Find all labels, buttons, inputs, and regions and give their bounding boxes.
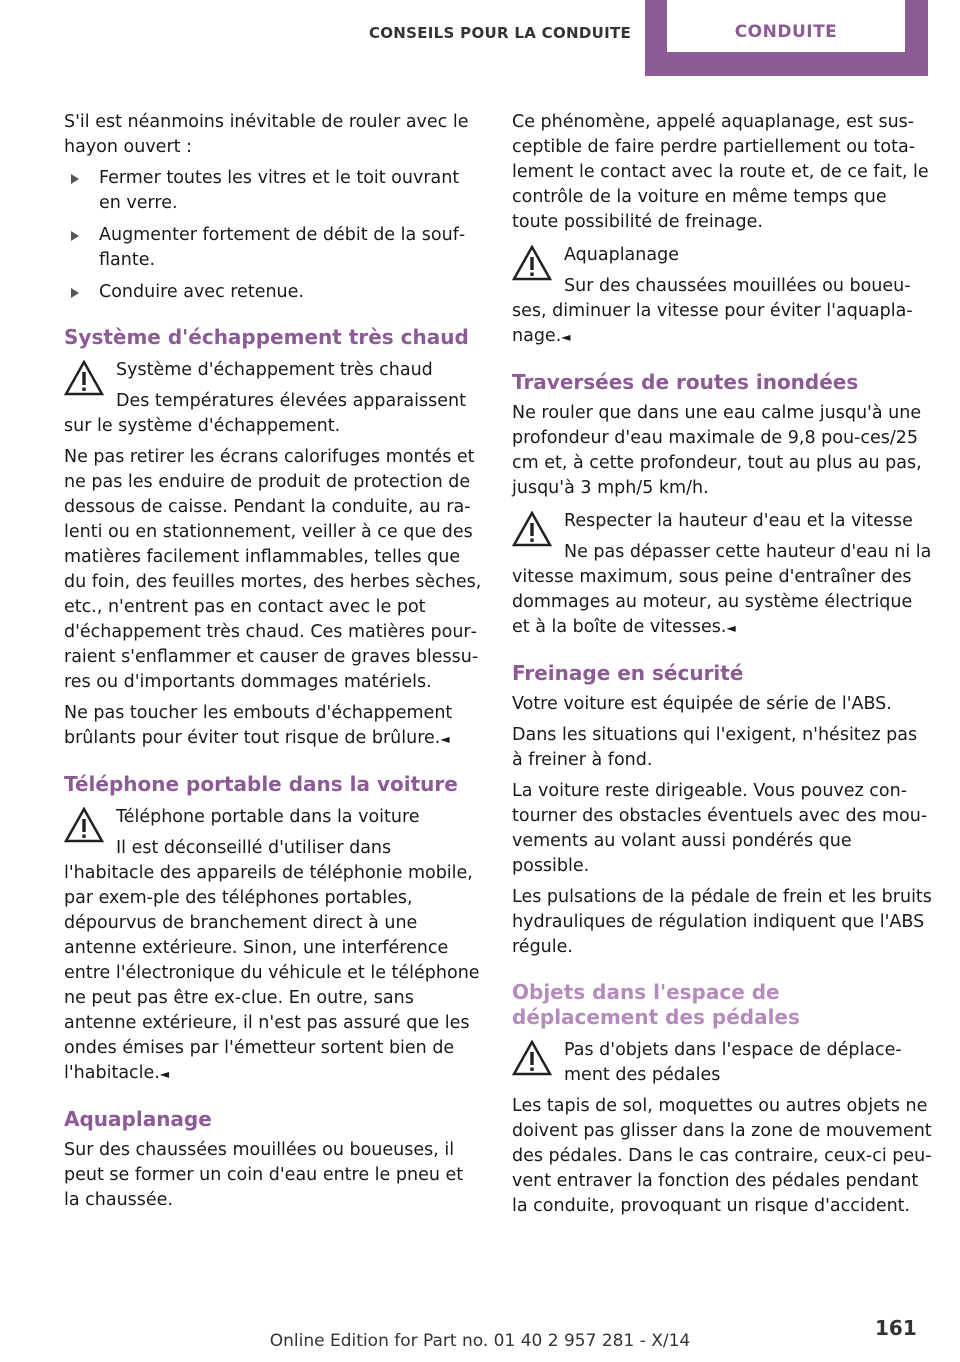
right-column bbox=[512, 110, 932, 1225]
pedals-paragraph: Les tapis de sol, moquettes ou autres objets ne doivent pas glisser dans la zone de mouvement des pédales. Dans le cas contraire, ceux-ci peu‐vent entraver la fonction des pédales pendant la conduite, provoquant un risque d'accident. bbox=[512, 1096, 932, 1216]
flooded-roads-paragraph: Ne rouler que dans une eau calme jusqu'à une profondeur d'eau maximale de 9,8 pou‐ces/25 cm et, à cette profondeur, tout au plus au pas, jusqu'à 3 mph/5 km/h. bbox=[512, 403, 922, 498]
phone-warning bbox=[64, 805, 484, 1087]
list-item: Augmenter fortement de débit de la souf‐flante. bbox=[64, 223, 484, 273]
end-mark-icon: ◄ bbox=[440, 732, 450, 746]
triangle-bullet-icon bbox=[71, 231, 79, 241]
warning-triangle-icon bbox=[64, 360, 104, 396]
warning-triangle-icon bbox=[64, 807, 104, 843]
warning-text: Ne pas dépasser cette hauteur d'eau ni la vitesse maximum, sous peine d'entraîner des dommages au moteur, au système électrique et à la boîte de vitesses. bbox=[512, 542, 932, 637]
end-mark-icon: ◄ bbox=[726, 621, 736, 635]
page-number: 161 bbox=[875, 1316, 917, 1340]
warning-title: Système d'échappement très chaud bbox=[116, 360, 433, 380]
warning-title: Pas d'objets dans l'espace de déplace‐ment des pédales bbox=[564, 1040, 902, 1085]
aquaplaning-paragraph: Sur des chaussées mouillées ou boueuses, il peut se former un coin d'eau entre le pneu et la chaussée. bbox=[64, 1140, 464, 1210]
aquaplaning-continued: Ce phénomène, appelé aquaplanage, est sus‐ceptible de faire perdre partiellement ou tota‐lement le contact avec la route et, de ce fait, le contrôle de la voiture en même temps que toute possibilité de freinage. bbox=[512, 112, 929, 232]
warning-title: Aquaplanage bbox=[564, 245, 679, 265]
exhaust-heading: Système d'échappement très chaud bbox=[64, 325, 469, 349]
warning-text: Il est déconseillé d'utiliser dans l'habitacle des appareils de téléphonie mobile, par exem‐ple des téléphones portables, dépourvus de branchement direct à une antenne extérieure. Sinon, une interférence entre l'électronique du véhicule et le téléphone ne peut pas être ex‐clue. En outre, sans antenne extérieure, il n'est pas assuré que les ondes émises par l'émetteur sortent bien de l'habitacle. bbox=[64, 838, 480, 1083]
braking-paragraph-1: Votre voiture est équipée de série de l'ABS. bbox=[512, 694, 892, 714]
footer-edition: Online Edition for Part no. 01 40 2 957 281 - X/14 bbox=[269, 1331, 691, 1351]
end-mark-icon: ◄ bbox=[159, 1067, 170, 1081]
phone-heading: Téléphone portable dans la voiture bbox=[64, 772, 458, 796]
braking-paragraph-3: La voiture reste dirigeable. Vous pouvez con‐tourner des obstacles éventuels avec des mou‐vements au volant aussi pondérés que possible. bbox=[512, 781, 928, 876]
warning-triangle-icon bbox=[512, 245, 552, 281]
intro-paragraph: S'il est néanmoins inévitable de rouler avec le hayon ouvert : bbox=[64, 112, 469, 157]
triangle-bullet-icon bbox=[71, 288, 79, 298]
chapter-tab bbox=[645, 0, 928, 76]
end-mark-icon: ◄ bbox=[561, 330, 571, 344]
braking-paragraph-4: Les pulsations de la pédale de frein et les bruits hydrauliques de régulation indiquent que l'ABS régule. bbox=[512, 887, 932, 957]
braking-paragraph-2: Dans les situations qui l'exigent, n'hésitez pas à freiner à fond. bbox=[512, 725, 918, 770]
warning-text: Sur des chaussées mouillées ou boueu‐ses, diminuer la vitesse pour éviter l'aquapla‐nage. bbox=[512, 276, 913, 346]
list-item: Fermer toutes les vitres et le toit ouvrant en verre. bbox=[64, 166, 484, 216]
warning-title: Respecter la hauteur d'eau et la vitesse bbox=[564, 511, 913, 531]
warning-triangle-icon bbox=[512, 511, 552, 547]
flooded-roads-heading: Traversées de routes inondées bbox=[512, 370, 859, 394]
pedals-warning bbox=[512, 1038, 932, 1088]
aquaplaning-warning bbox=[512, 243, 932, 350]
tailgate-bullet-list bbox=[64, 166, 484, 305]
exhaust-tip-paragraph: Ne pas toucher les embouts d'échappement brûlants pour éviter tout risque de brûlure.◄ bbox=[64, 703, 453, 748]
warning-text: Des températures élevées apparaissent sur le système d'échappement. bbox=[64, 391, 466, 436]
chapter-tab-label: CONDUITE bbox=[734, 22, 838, 42]
exhaust-paragraph: Ne pas retirer les écrans calorifuges montés et ne pas les enduire de produit de protection de dessous de caisse. Pendant la conduite, au ra‐lenti ou en stationnement, veiller à ce que des matières facilement inflammables, telles que du foin, des feuilles mortes, des herbes sèches, etc., n'entrent pas en contact avec le pot d'échappement très chaud. Ces matières pour‐raient s'enflammer et causer de graves blessu‐res ou d'importants dommages matériels. bbox=[64, 447, 482, 692]
exhaust-warning bbox=[64, 358, 484, 439]
triangle-bullet-icon bbox=[71, 174, 79, 184]
flooded-roads-warning bbox=[512, 509, 932, 641]
list-item: Conduire avec retenue. bbox=[64, 280, 484, 305]
warning-title: Téléphone portable dans la voiture bbox=[116, 807, 420, 827]
left-column bbox=[64, 110, 484, 1219]
braking-heading: Freinage en sécurité bbox=[512, 661, 744, 685]
warning-triangle-icon bbox=[512, 1040, 552, 1076]
pedals-heading: Objets dans l'espace de déplacement des pédales bbox=[512, 980, 800, 1029]
header-section-title: CONSEILS POUR LA CONDUITE bbox=[368, 24, 632, 42]
aquaplaning-heading: Aquaplanage bbox=[64, 1107, 212, 1131]
